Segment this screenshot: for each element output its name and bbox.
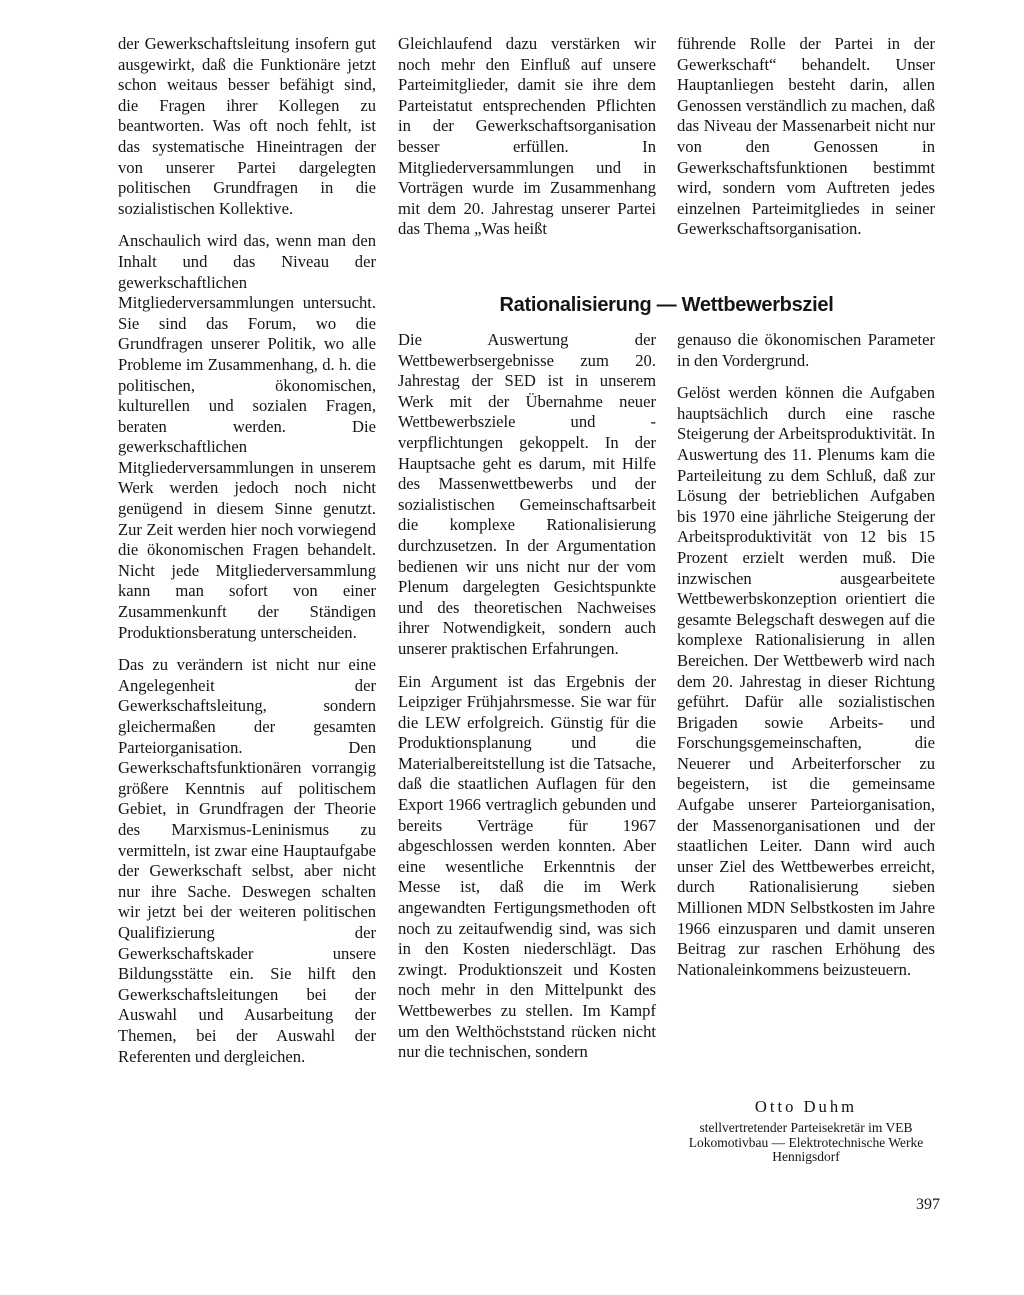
page-number: 397 — [916, 1196, 940, 1213]
column-3-bottom — [677, 330, 935, 980]
paragraph: der Gewerkschaftsleitung insofern gut ausgewirkt, daß die Funktionäre jetzt schon weitaus besser befähigt sind, die Fragen ihrer Kollegen zu beantworten. Was oft noch fehlt, ist das systematische Hineintragen der von unserer Partei dargelegten politischen Grundfragen in die sozialistischen Kollektive. — [118, 34, 376, 218]
paragraph: Gleichlaufend dazu verstärken wir noch mehr den Einfluß auf unsere Parteimitglieder, damit sie ihre dem Parteistatut entsprechenden Pflichten in der Gewerkschaftsorganisation besser erfüllen. In Mitgliederversammlungen und in Vorträgen wurde im Zusammenhang mit dem 20. Jahrestag unserer Partei das Thema „Was heißt — [398, 34, 656, 239]
paragraph: führende Rolle der Partei in der Gewerkschaft“ behandelt. Unser Hauptanliegen besteht darin, allen Genossen verständlich zu machen, daß das Niveau der Massenarbeit nicht nur von den Genossen in Gewerkschaftsfunktionen bestimmt wird, sondern vom Auftreten jedes einzelnen Parteimitgliedes in seiner Gewerkschaftsorganisation. — [677, 34, 935, 239]
author-role: stellvertretender Parteisekretär im VEB Lokomotivbau — Elektrotechnische Werke Hennigsdorf — [688, 1120, 924, 1164]
column-2-top — [398, 34, 656, 240]
paragraph: genauso die ökonomischen Parameter in den Vordergrund. — [677, 330, 935, 370]
column-3-top — [677, 34, 935, 240]
paragraph: Gelöst werden können die Aufgaben hauptsächlich durch eine rasche Steigerung der Arbeitsproduktivität. In Auswertung des 11. Plenums kam die Parteileitung zu dem Schluß, daß zur Lösung der betrieblichen Aufgaben bis 1970 eine jährliche Steigerung der Arbeitsproduktivität von 12 bis 15 Prozent erzielt werden muß. Die inzwischen ausgearbeitete Wettbewerbskonzeption orientiert die gesamte Belegschaft deswegen auf die komplexe Rationalisierung in allen Bereichen. Der Wettbewerb wird nach dem 20. Jahrestag in dieser Richtung geführt. Dafür alle sozialistischen Brigaden sowie Arbeits- und Forschungsgemeinschaften, die Neuerer und Arbeiterforscher zu begeistern, ist die gemeinsame Aufgabe unserer Parteiorganisation, der Massenorganisationen und der staatlichen Leiter. Dann wird auch unser Ziel des Wettbewerbes erreicht, durch Rationalisierung sieben Millionen MDN Selbstkosten im Jahre 1966 einzusparen und damit unseren Beitrag zur raschen Erhöhung des Nationaleinkommens beizusteuern. — [677, 383, 935, 979]
paragraph: Ein Argument ist das Ergebnis der Leipziger Frühjahrsmesse. Sie war für die LEW erfolgreich. Günstig für die Produktionsplanung und die Materialbereitstellung ist die Tatsache, daß die staatlichen Auflagen für den Export 1966 vertraglich gebunden und bereits Verträge für 1967 abgeschlossen werden konnten. Aber eine wesentliche Erkenntnis der Messe ist, daß die im Werk angewandten Fertigungsmethoden oft noch zu zeitaufwendig sind, was sich in den Kosten niederschlägt. Das zwingt. Produktionszeit und Kosten noch mehr in den Mittelpunkt des Wettbewerbes zu stellen. Im Kampf um den Welthöchststand rücken nicht nur die technischen, sondern — [398, 671, 656, 1062]
author-name: Otto Duhm — [754, 1097, 858, 1116]
paragraph: Anschaulich wird das, wenn man den Inhalt und das Niveau der gewerkschaftlichen Mitgliederversammlungen untersucht. Sie sind das Forum, wo die Grundfragen unserer Politik, wo alle Probleme im Zusammenhang, d. h. die politischen, ökonomischen, kulturellen und sozialen Fragen, beraten werden. Die gewerkschaftlichen Mitgliederversammlungen in unserem Werk werden jedoch noch nicht genügend in diesem Sinne genutzt. Zur Zeit werden hier noch vorwiegend die ökonomischen Fragen behandelt. Nicht jede Mitgliederversammlung kann man sofort von einer Zusammenkunft der Ständigen Produktionsberatung unterscheiden. — [118, 231, 376, 642]
column-1 — [118, 34, 376, 1067]
paragraph: Die Auswertung der Wettbewerbsergebnisse zum 20. Jahrestag der SED ist in unserem Werk mit der Übernahme neuer Wettbewerbsziele und -verpflichtungen gekoppelt. In der Hauptsache geht es darum, mit Hilfe des Massenwettbewerbs und der sozialistischen Gemeinschaftsarbeit die komplexe Rationalisierung durchzusetzen. In der Argumentation bedienen wir uns nicht nur der vom Plenum dargelegten Gesichtspunkte und des theoretischen Nachweises ihrer Notwendigkeit, sondern auch unserer praktischen Erfahrungen. — [398, 330, 656, 658]
paragraph: Das zu verändern ist nicht nur eine Angelegenheit der Gewerkschaftsleitung, sondern gleichermaßen der gesamten Parteiorganisation. Den Gewerkschaftsfunktionären vorrangig größere Kenntnis auf politischem Gebiet, in Grundfragen der Theorie des Marxismus-Leninismus zu vermitteln, ist zwar eine Hauptaufgabe der Gewerkschaft selbst, aber nicht nur ihre Sache. Deswegen schalten wir jetzt bei der weiteren politischen Qualifizierung der Gewerkschaftskader unsere Bildungsstätte ein. Sie hilft den Gewerkschaftsleitungen bei der Auswahl und Ausarbeitung der Themen, bei der Auswahl der Referenten und dergleichen. — [118, 655, 376, 1066]
column-2-bottom — [398, 330, 656, 1063]
section-heading: Rationalisierung — Wettbewerbsziel — [499, 294, 834, 316]
